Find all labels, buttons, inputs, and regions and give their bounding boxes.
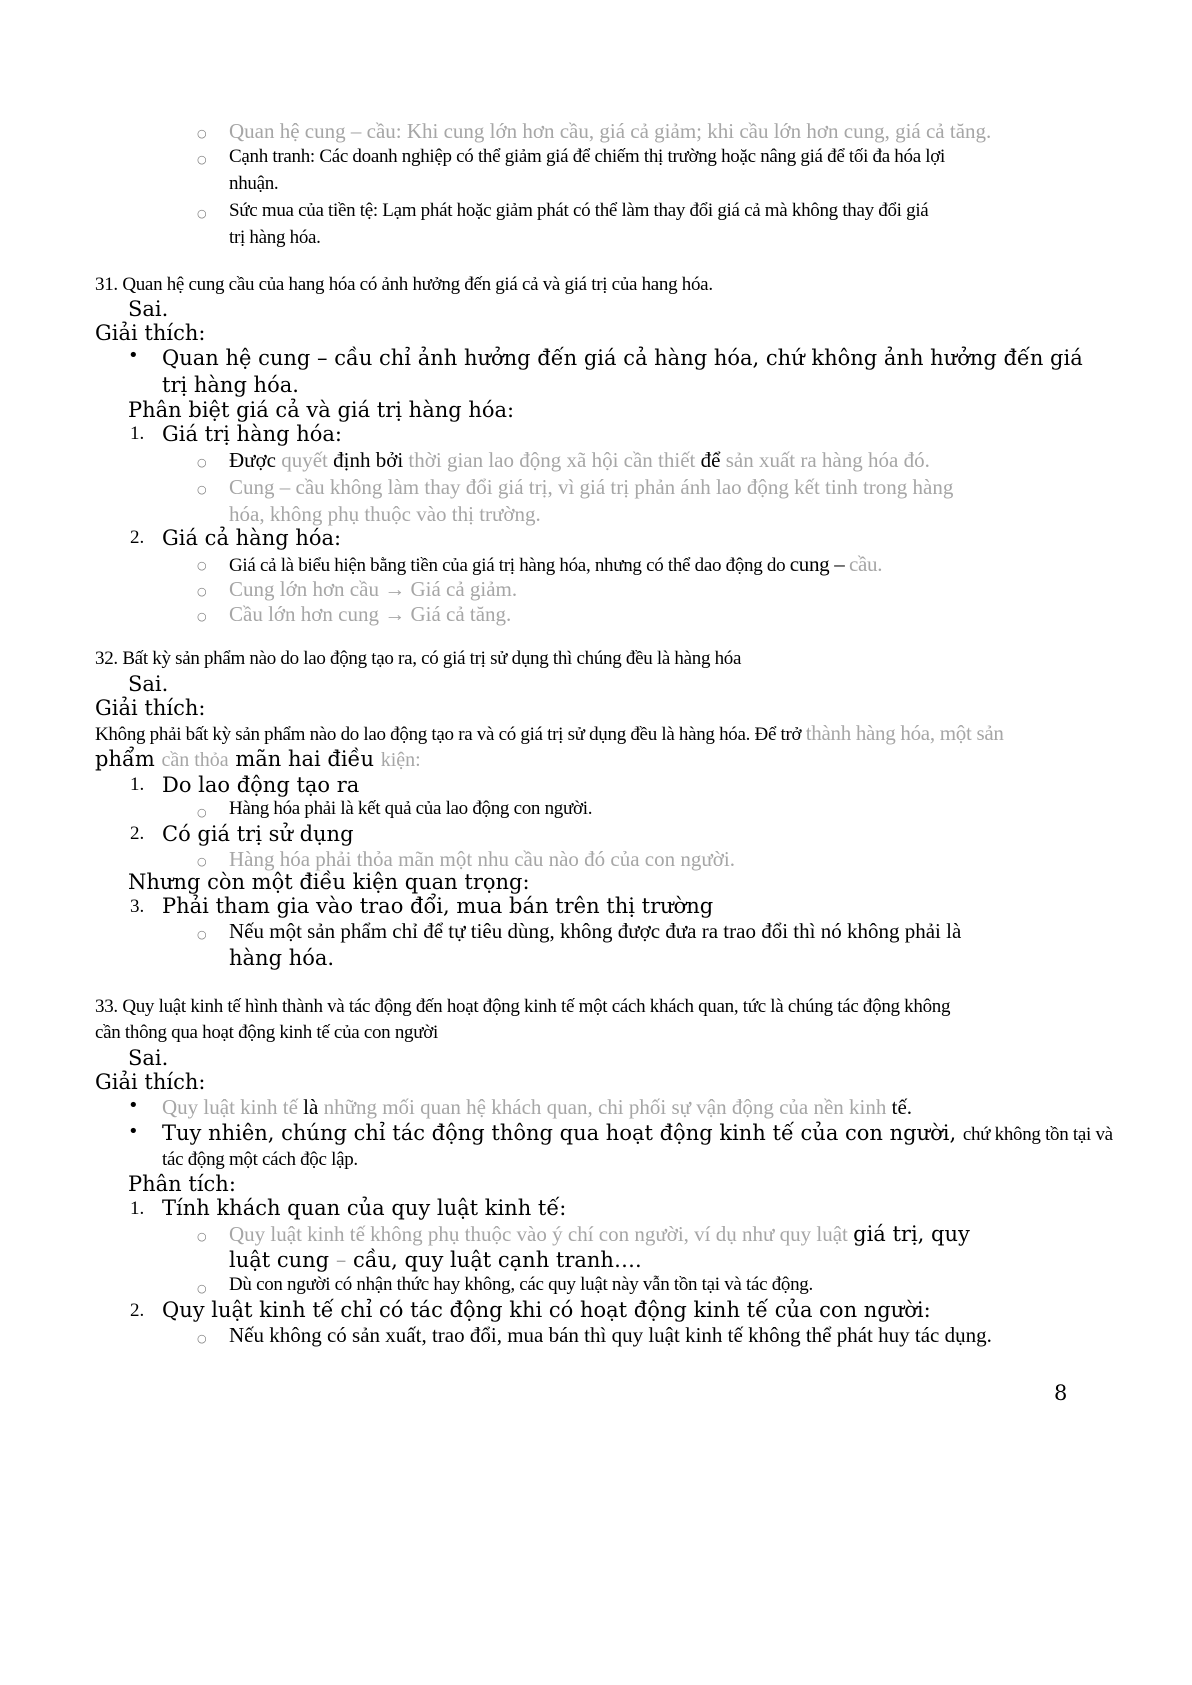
list-number: 2. — [130, 823, 145, 844]
price-demand-greater: Cầu lớn hơn cung → Giá cả tăng. — [229, 602, 512, 626]
hollow-bullet-icon: ○ — [197, 855, 207, 868]
use-value-heading: Có giá trị sử dụng — [162, 822, 354, 846]
list-number: 1. — [130, 774, 145, 795]
explain-31-point-cont: trị hàng hóa. — [162, 373, 299, 397]
labor-created-heading: Do lao động tạo ra — [162, 773, 360, 797]
activity-heading: Quy luật kinh tế chỉ có tác động khi có hoạt động kinh tế của con người: — [162, 1298, 931, 1322]
question-number: 32. — [95, 648, 118, 669]
answer-33: Sai. — [128, 1046, 169, 1070]
labor-created-note: Hàng hóa phải là kết quả của lao động con người. — [229, 798, 593, 819]
subheading-33: Phân tích: — [128, 1172, 236, 1196]
hollow-bullet-icon: ○ — [197, 559, 207, 572]
exchange-note-cont: hàng hóa. — [229, 946, 335, 970]
explain-32-paragraph-cont: phẩm cần thỏa mãn hai điều kiện: — [95, 747, 421, 771]
value-note-cont: hóa, không phụ thuộc vào thị trường. — [229, 502, 541, 526]
question-33-cont: cần thông qua hoạt động kinh tế của con người — [95, 1022, 438, 1043]
hollow-bullet-icon: ○ — [197, 1282, 207, 1295]
hollow-bullet-icon: ○ — [197, 1332, 207, 1345]
hollow-bullet-icon: ○ — [197, 153, 207, 166]
exchange-note: Nếu một sản phẩm chỉ để tự tiêu dùng, không được đưa ra trao đổi thì nó không phải là — [229, 919, 962, 943]
question-number: 33. — [95, 996, 118, 1017]
question-text: Bất kỳ sản phẩm nào do lao động tạo ra, có giá trị sử dụng thì chúng đều là hàng hóa — [122, 648, 742, 669]
exchange-heading: Phải tham gia vào trao đổi, mua bán trên thị trường — [162, 894, 714, 918]
price-definition: Giá cả là biểu hiện bằng tiền của giá trị hàng hóa, nhưng có thể dao động do cung – cầu. — [229, 552, 883, 576]
value-note: Cung – cầu không làm thay đổi giá trị, vì giá trị phản ánh lao động kết tinh trong hàng — [229, 475, 954, 499]
hollow-bullet-icon: ○ — [197, 585, 207, 598]
list-number: 1. — [130, 1198, 145, 1219]
question-32 — [95, 648, 741, 670]
explain-label-33: Giải thích: — [95, 1070, 206, 1094]
bullet-dot-icon: • — [128, 1095, 139, 1116]
list-number: 1. — [130, 423, 145, 444]
question-31 — [95, 274, 713, 296]
value-heading: Giá trị hàng hóa: — [162, 422, 343, 446]
subheading-31: Phân biệt giá cả và giá trị hàng hóa: — [128, 398, 515, 422]
explain-32-paragraph: Không phải bất kỳ sản phẩm nào do lao động tạo ra và có giá trị sử dụng đều là hàng hóa. Để trở thành hàng hóa, một sản — [95, 721, 1004, 745]
answer-31: Sai. — [128, 297, 169, 321]
hollow-bullet-icon: ○ — [197, 1230, 207, 1243]
objectivity-note-2: Dù con người có nhận thức hay không, các quy luật này vẫn tồn tại và tác động. — [229, 1274, 813, 1295]
hollow-bullet-icon: ○ — [197, 207, 207, 220]
explain-31-point: Quan hệ cung – cầu chỉ ảnh hưởng đến giá cả hàng hóa, chứ không ảnh hưởng đến giá — [162, 346, 1083, 370]
activity-note: Nếu không có sản xuất, trao đổi, mua bán thì quy luật kinh tế không thể phát huy tác dụng. — [229, 1323, 992, 1347]
list-number: 2. — [130, 1300, 145, 1321]
question-text: Quan hệ cung cầu của hang hóa có ảnh hưởng đến giá cả và giá trị của hang hóa. — [122, 274, 713, 295]
explain-33-point-2: Tuy nhiên, chúng chỉ tác động thông qua hoạt động kinh tế của con người, chứ không tồn tại và — [162, 1121, 1113, 1145]
purchasing-power-line-cont: trị hàng hóa. — [229, 227, 321, 248]
explain-33-point-2-cont: tác động một cách độc lập. — [162, 1149, 358, 1170]
bullet-dot-icon: • — [128, 1121, 139, 1142]
subheading-32: Nhưng còn một điều kiện quan trọng: — [128, 870, 530, 894]
hollow-bullet-icon: ○ — [197, 127, 207, 140]
hollow-bullet-icon: ○ — [197, 483, 207, 496]
list-number: 2. — [130, 527, 145, 548]
hollow-bullet-icon: ○ — [197, 456, 207, 469]
purchasing-power-line: Sức mua của tiền tệ: Lạm phát hoặc giảm phát có thể làm thay đổi giá cả mà không thay đổi giá — [229, 200, 929, 221]
list-number: 3. — [130, 896, 145, 917]
supply-demand-line: Quan hệ cung – cầu: Khi cung lớn hơn cầu, giá cả giảm; khi cầu lớn hơn cung, giá cả tăng. — [229, 119, 992, 143]
question-number: 31. — [95, 274, 118, 295]
question-33 — [95, 996, 950, 1018]
competition-line-cont: nhuận. — [229, 173, 279, 194]
objectivity-note-cont: luật cung – cầu, quy luật cạnh tranh…. — [229, 1248, 642, 1272]
use-value-note: Hàng hóa phải thỏa mãn một nhu cầu nào đó của con người. — [229, 847, 735, 871]
explain-label-32: Giải thích: — [95, 696, 206, 720]
objectivity-heading: Tính khách quan của quy luật kinh tế: — [162, 1196, 567, 1220]
explain-label-31: Giải thích: — [95, 321, 206, 345]
price-supply-greater: Cung lớn hơn cầu → Giá cả giảm. — [229, 577, 518, 601]
value-definition: Được quyết định bởi thời gian lao động xã hội cần thiết để sản xuất ra hàng hóa đó. — [229, 448, 930, 472]
answer-32: Sai. — [128, 672, 169, 696]
bullet-dot-icon: • — [128, 345, 139, 366]
hollow-bullet-icon: ○ — [197, 806, 207, 819]
question-text: Quy luật kinh tế hình thành và tác động đến hoạt động kinh tế một cách khách quan, tức là chúng tác động không — [122, 996, 951, 1017]
price-heading: Giá cả hàng hóa: — [162, 526, 342, 550]
competition-line: Cạnh tranh: Các doanh nghiệp có thể giảm giá để chiếm thị trường hoặc nâng giá để tối đa hóa lợi — [229, 146, 945, 167]
explain-33-point-1: Quy luật kinh tế là những mối quan hệ khách quan, chi phối sự vận động của nền kinh tế. — [162, 1095, 913, 1119]
hollow-bullet-icon: ○ — [197, 928, 207, 941]
objectivity-note: Quy luật kinh tế không phụ thuộc vào ý chí con người, ví dụ như quy luật giá trị, quy — [229, 1222, 970, 1246]
hollow-bullet-icon: ○ — [197, 610, 207, 623]
page-number: 8 — [1054, 1381, 1068, 1405]
